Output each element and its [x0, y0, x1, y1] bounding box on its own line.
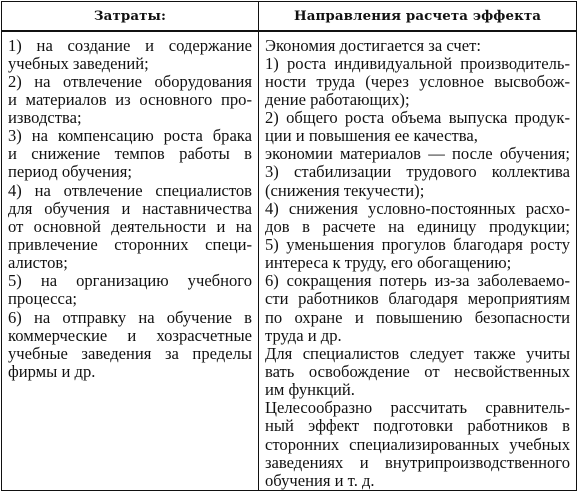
effect-line: заведениях и внутрипроизводственного: [265, 453, 570, 472]
effect-line: вать освобождение от несвойственных: [265, 363, 570, 382]
costs-line: и материалов из основного про-: [8, 90, 252, 109]
costs-line: фирмы и др.: [8, 363, 96, 382]
costs-line: 4) на отвлечение специалистов: [8, 181, 252, 200]
effect-line: 4) снижения условно-постоянных расхо-: [265, 199, 570, 218]
effect-line: дов в расчете на единицу продукции;: [265, 217, 570, 236]
costs-line: период обучения;: [8, 163, 132, 182]
costs-line: 2) на отвлечение оборудования: [8, 72, 252, 91]
effect-cell: [259, 31, 577, 491]
costs-line: от основной деятельности и на: [8, 217, 252, 236]
effect-line: интереса к труду, его обогащению;: [265, 254, 512, 273]
effect-line: Для специалистов следует также учиты: [265, 344, 570, 363]
effect-line: 5) уменьшения прогулов благодаря росту: [265, 236, 570, 255]
costs-line: алистов;: [8, 254, 68, 273]
costs-line: процесса;: [8, 290, 78, 309]
effect-line: 2) общего роста объема выпуска продук-: [265, 109, 570, 128]
costs-effect-table: [1, 1, 577, 491]
effect-line: ности труда (через условное высвобож-: [265, 72, 570, 91]
effect-line: дение работающих);: [265, 90, 410, 109]
effect-line: ции и повышения ее качества,: [265, 127, 478, 146]
costs-cell: [2, 31, 259, 491]
costs-line: учебные заведения за пределы: [8, 344, 252, 363]
effect-line: сторонних специализированных учебных: [265, 435, 570, 454]
effect-line: 6) сокращения потерь из-за заболеваемо-: [265, 272, 570, 291]
effect-line: Целесообразно рассчитать сравнитель-: [265, 399, 570, 418]
effect-line: труда и др.: [265, 326, 342, 345]
effect-line: Экономия достигается за счет:: [265, 36, 481, 55]
table-body-row: [2, 31, 577, 491]
header-effect-directions: Направления расчета эффекта: [259, 2, 577, 31]
effect-line: им функций.: [265, 381, 355, 400]
costs-line: для обучения и наставничества: [8, 199, 252, 218]
effect-line: экономии материалов — после обучения;: [265, 145, 570, 164]
costs-line: привлечение сторонних специ-: [8, 236, 252, 255]
effect-line: ный эффект подготовки работников в: [265, 417, 570, 436]
effect-line: 3) стабилизации трудового коллектива: [265, 163, 570, 182]
costs-line: и снижение темпов работы в: [8, 145, 252, 164]
costs-line: 6) на отправку на обучение в: [8, 308, 252, 327]
effect-line: (снижения текучести);: [265, 181, 425, 200]
costs-line: учебных заведений;: [8, 54, 149, 73]
costs-line: коммерческие и хозрасчетные: [8, 326, 252, 345]
effect-line: 1) роста индивидуальной производитель-: [265, 54, 570, 73]
effect-line: обучения и т. д.: [265, 471, 375, 490]
effect-line: сти работников благодаря мероприятиям: [265, 290, 570, 309]
header-costs: Затраты:: [2, 2, 259, 31]
table-header-row: [2, 2, 577, 31]
costs-line: 1) на создание и содержание: [8, 36, 252, 55]
effect-line: по охране и повышению безопасности: [265, 308, 570, 327]
costs-line: 5) на организацию учебного: [8, 272, 252, 291]
costs-line: изводства;: [8, 109, 82, 128]
costs-line: 3) на компенсацию роста брака: [8, 127, 252, 146]
